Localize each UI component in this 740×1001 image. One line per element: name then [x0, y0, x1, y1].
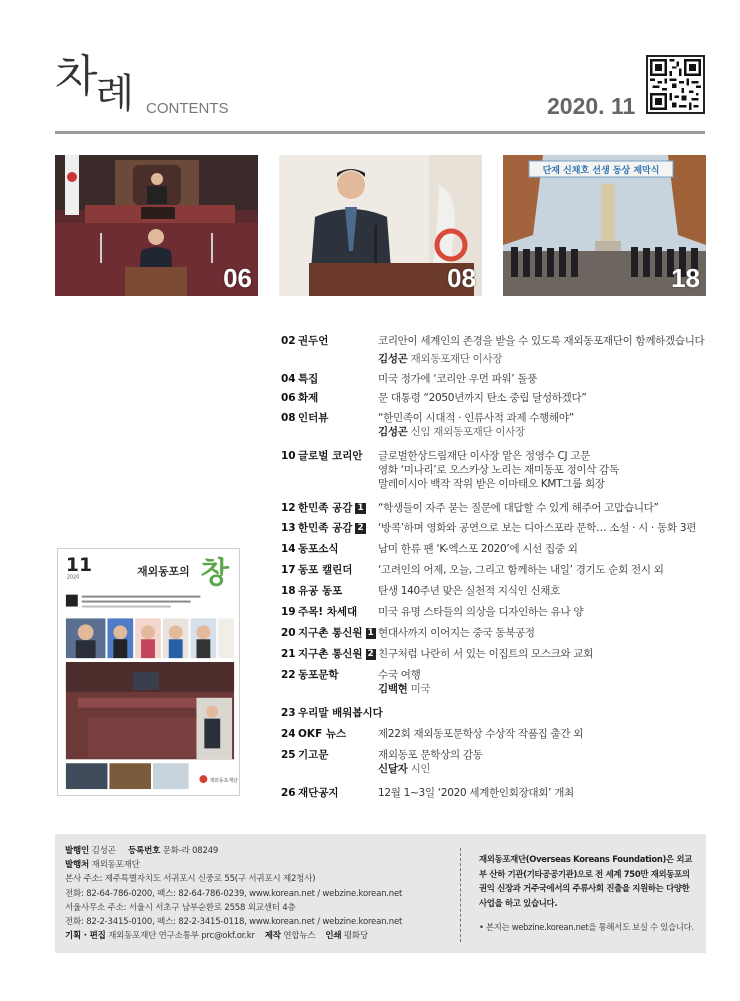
- toc-byline: [378, 425, 711, 439]
- toc-headline: 12월 1~3일 ‘2020 세계한인회장대회’ 개최: [378, 787, 574, 799]
- toc-byline: [378, 762, 711, 776]
- toc-part-badge: 2: [367, 649, 374, 659]
- ceremony-banner: 단재 신채호 선생 동상 제막식: [542, 166, 660, 176]
- hq-address: 본사 주소: 제주특별자치도 서귀포시 신중로 55(구 서귀포시 제2청사): [65, 874, 316, 885]
- toc-entry: [378, 391, 711, 405]
- toc-page-number: 08: [281, 412, 296, 424]
- toc-entry: [378, 542, 711, 556]
- toc-entry: [378, 748, 711, 776]
- toc-headline: 재외동포 문학상의 감동: [378, 749, 483, 761]
- printer-credit: 평화당: [343, 931, 368, 942]
- toc-byline: [378, 682, 711, 696]
- toc-page-number: 12: [281, 502, 296, 514]
- toc-section: [298, 501, 366, 515]
- qr-code-icon[interactable]: [646, 55, 705, 114]
- toc-section: 동포 캘린더: [298, 564, 353, 576]
- colophon-details: [65, 844, 465, 943]
- toc-section: 기고문: [298, 749, 329, 761]
- toc-entry: [378, 449, 711, 491]
- photo-interview[interactable]: [279, 155, 482, 296]
- photo-page-number: 08: [447, 263, 476, 293]
- toc-headline: 수국 여행: [378, 669, 421, 681]
- foundation-info: [479, 852, 694, 935]
- toc-headline: “학생들이 자주 묻는 질문에 대답할 수 있게 해주어 고맙습니다”: [378, 502, 659, 514]
- toc-author-role: 미국: [410, 683, 431, 695]
- colophon-line: [65, 929, 465, 943]
- colophon: [55, 834, 706, 953]
- toc-page-number: 13: [281, 522, 296, 534]
- magazine-cover[interactable]: [57, 548, 240, 796]
- printer-label: 인쇄: [325, 931, 342, 942]
- toc-page-number: 02: [281, 335, 296, 347]
- toc-page-number: 20: [281, 627, 296, 639]
- toc-entry: [378, 411, 711, 439]
- toc-section: 유공 동포: [298, 585, 343, 597]
- cover-title-big: 창: [200, 555, 230, 591]
- header-divider: [55, 131, 705, 134]
- toc-entry: [378, 372, 711, 386]
- toc-section: 글로벌 코리안: [298, 450, 363, 462]
- toc-section: 특집: [298, 373, 319, 385]
- toc-headline: 말레이시아 백작 작위 받은 이마태오 KMT그룹 회장: [378, 478, 605, 490]
- toc-headline: 코리안이 세계인의 존경을 받을 수 있도록 재외동포재단이 함께하겠습니다: [378, 335, 705, 347]
- registration-number: 문화-라 08249: [162, 846, 219, 856]
- webzine-note: • 본지는 webzine.korean.net을 통해서도 보실 수 있습니다.: [479, 922, 694, 932]
- toc-author: 김성곤: [378, 353, 408, 365]
- toc-byline: [378, 352, 711, 366]
- toc-page-number: 23: [281, 707, 296, 719]
- toc-headline: “한민족이 시대적 · 인류사적 과제 수행해야”: [378, 412, 574, 424]
- toc-entry: [378, 521, 711, 535]
- colophon-line: [65, 858, 465, 872]
- toc-page-number: 21: [281, 648, 296, 660]
- cover-publisher-logo: 재외동포재단: [209, 778, 238, 785]
- toc-headline: 문 대통령 “2050년까지 탄소 중립 달성하겠다”: [378, 392, 587, 404]
- toc-part-badge: 2: [357, 523, 364, 533]
- toc-headline: 영화 ‘미나리’로 오스카상 노리는 재미동포 정이삭 감독: [378, 464, 619, 476]
- toc-entry: [378, 584, 711, 598]
- toc-entry: [378, 605, 711, 619]
- page-subtitle: CONTENTS: [146, 100, 229, 117]
- page-title-char-2: 례: [95, 71, 133, 117]
- toc-headline: ‘고려인의 어제, 오늘, 그리고 함께하는 내일’ 경기도 순회 전시 외: [378, 564, 664, 576]
- photo-parliament[interactable]: [55, 155, 258, 296]
- registration-label: 등록번호: [128, 846, 161, 856]
- toc-headline: 미국 유명 스타들의 의상을 디자인하는 유나 양: [378, 606, 584, 618]
- hq-contact[interactable]: 전화: 82-64-786-0200, 팩스: 82-64-786-0239, www.korean.net / webzine.korean.net: [65, 888, 403, 899]
- toc-page-number: 19: [281, 606, 296, 618]
- editing-credit: 재외동포재단 연구소통부 prc@okf.or.kr: [108, 931, 255, 942]
- photo-page-number: 06: [223, 263, 252, 293]
- toc-headline: 제22회 재외동포문학상 수상작 작품집 출간 외: [378, 728, 584, 740]
- toc-section: 재단공지: [298, 787, 339, 799]
- foundation-intro: 재외동포재단(Overseas Koreans Foundation)은 외교부 산하 기관(기타공공기관)으로 전 세계 750만 재외동포의 권익 신장과 거주국에서의 주류사회 진출을 지원하는 다양한 사업을 하고 있습니다.: [479, 854, 693, 908]
- toc-section: 화제: [298, 392, 319, 404]
- toc-headline: 탄생 140주년 맞은 실천적 지식인 신채호: [378, 585, 560, 597]
- toc-author: 김백현: [378, 683, 408, 695]
- issuer-label: 발행처: [65, 860, 90, 871]
- toc-entry: [378, 334, 711, 366]
- toc-section: [298, 521, 366, 535]
- toc-page-number: 18: [281, 585, 296, 597]
- toc-section: 권두언: [298, 335, 329, 347]
- toc-section: 동포소식: [298, 543, 339, 555]
- toc-author-role: 신임 재외동포재단 이사장: [410, 426, 525, 438]
- toc-page-number: 14: [281, 543, 296, 555]
- toc-page-number: 06: [281, 392, 296, 404]
- toc-part-badge: 1: [367, 628, 374, 638]
- toc-page-number: 26: [281, 787, 296, 799]
- toc-section: 우리말 배워봅시다: [298, 707, 383, 719]
- toc-headline: 현대사까지 이어지는 중국 동북공정: [378, 627, 535, 639]
- toc-section-label: 한민족 공감: [298, 502, 353, 514]
- publisher-label: 발행인: [65, 846, 90, 856]
- toc-headline: ‘방콕’하며 영화와 공연으로 보는 디아스포라 문학… 소설 · 시 · 동화 3편: [378, 522, 697, 534]
- toc-section: OKF 뉴스: [298, 728, 347, 740]
- photo-page-number: 18: [671, 263, 700, 293]
- toc-section: 주목! 차세대: [298, 606, 358, 618]
- cover-issue-year: 2020: [66, 574, 80, 581]
- toc-page-number: 17: [281, 564, 296, 576]
- toc-entry: [378, 786, 711, 800]
- toc-entry: [378, 563, 711, 577]
- seoul-contact[interactable]: 전화: 82-2-3415-0100, 팩스: 82-2-3415-0118, www.korean.net / webzine.korean.net: [65, 917, 403, 928]
- colophon-divider: [460, 848, 461, 942]
- toc-entry: [378, 727, 711, 741]
- page-title: [55, 51, 133, 117]
- toc-page-number: 10: [281, 450, 296, 462]
- production-credit: 연합뉴스: [283, 931, 316, 942]
- toc-headline: 남미 한류 팬 ‘K-엑스포 2020’에 시선 집중 외: [378, 543, 578, 555]
- toc-headline: 미국 정가에 ‘코리안 우먼 파워’ 돌풍: [378, 373, 538, 385]
- toc-section: 인터뷰: [298, 412, 329, 424]
- toc-headline: 글로벌한상드림재단 이사장 맡은 정영수 CJ 고문: [378, 450, 591, 462]
- toc-page-number: 22: [281, 669, 296, 681]
- toc-entry: [378, 647, 711, 661]
- toc-section-label: 지구촌 통신원: [298, 627, 363, 639]
- cover-title: 재외동포의: [137, 564, 190, 578]
- toc-author-role: 재외동포재단 이사장: [410, 353, 503, 365]
- photo-statue-ceremony[interactable]: [503, 155, 706, 296]
- issuer-name: 재외동포재단: [91, 860, 140, 871]
- cover-issue-number: 11: [65, 554, 93, 576]
- issue-date: 2020. 11: [547, 93, 636, 119]
- toc-section-label: 한민족 공감: [298, 522, 353, 534]
- toc-section-label: 지구촌 통신원: [298, 648, 363, 660]
- toc-section: [298, 647, 376, 661]
- page-title-char-1: 차: [55, 51, 96, 102]
- production-label: 제작: [264, 931, 281, 942]
- editing-label: 기획 · 편집: [65, 931, 106, 942]
- toc-entry: [378, 626, 711, 640]
- toc-entry: [378, 501, 711, 515]
- toc-author: 신달자: [378, 763, 408, 775]
- toc-page-number: 25: [281, 749, 296, 761]
- toc-page-number: 24: [281, 728, 296, 740]
- colophon-line: [65, 844, 465, 858]
- toc-author: 김성곤: [378, 426, 408, 438]
- publisher-name: 김성곤: [91, 846, 116, 856]
- toc-headline: 친구처럼 나란히 서 있는 이집트의 모스크와 교회: [378, 648, 594, 660]
- toc-section: [298, 626, 376, 640]
- toc-entry: [378, 668, 711, 696]
- toc-author-role: 시인: [410, 763, 431, 775]
- toc-part-badge: 1: [357, 503, 364, 513]
- toc-page-number: 04: [281, 373, 296, 385]
- seoul-address: 서울사무소 주소: 서울시 서초구 남부순환로 2558 외교센터 4층: [65, 902, 296, 913]
- toc-section: 동포문학: [298, 669, 339, 681]
